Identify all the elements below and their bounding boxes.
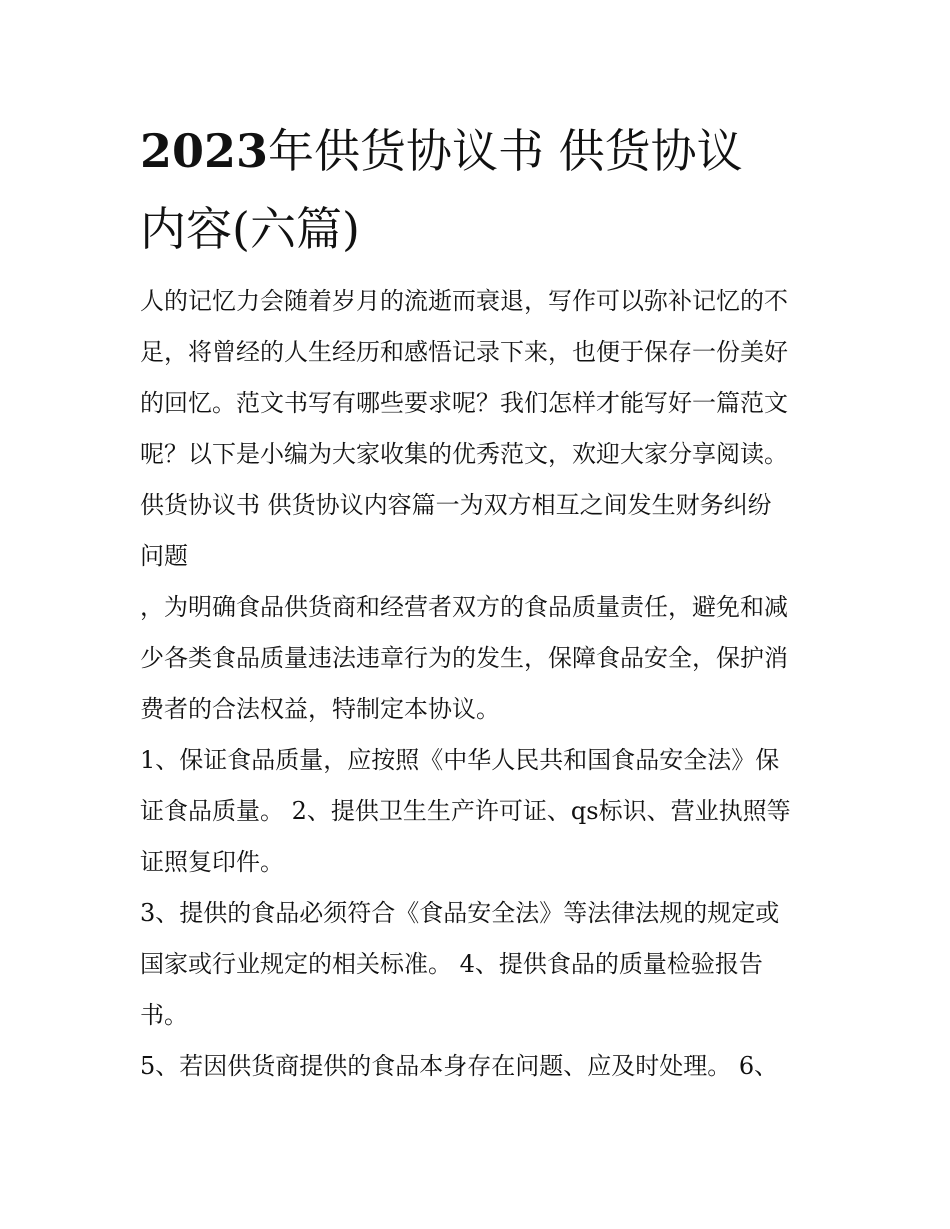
title-year: 2023 xyxy=(140,124,269,178)
document-title xyxy=(140,112,820,268)
body-line: ，为明确食品供货商和经营者双方的食品质量责任，避免和减 xyxy=(140,593,788,621)
body-line: 费者的合法权益，特制定本协议。 xyxy=(140,695,500,723)
body-line: 足，将曾经的人生经历和感悟记录下来，也便于保存一份美好 xyxy=(140,338,788,366)
document-body xyxy=(140,276,820,1092)
body-line: 3、提供的食品必须符合《食品安全法》等法律法规的规定或 xyxy=(140,899,780,927)
body-line: 书。 xyxy=(140,1001,188,1029)
title-line2: 内容(六篇) xyxy=(140,202,360,256)
body-line: 证照复印件。 xyxy=(140,848,284,876)
title-line1-rest: 年供货协议书 供货协议 xyxy=(268,124,743,178)
body-line: 呢？以下是小编为大家收集的优秀范文，欢迎大家分享阅读。 xyxy=(140,440,788,468)
body-line: 供货协议书 供货协议内容篇一为双方相互之间发生财务纠纷 xyxy=(140,491,772,519)
body-line: 人的记忆力会随着岁月的流逝而衰退，写作可以弥补记忆的不 xyxy=(140,287,788,315)
body-line: 问题 xyxy=(140,542,188,570)
body-line: 的回忆。范文书写有哪些要求呢？我们怎样才能写好一篇范文 xyxy=(140,389,788,417)
body-line: 证食品质量。 2、提供卫生生产许可证、qs标识、营业执照等 xyxy=(140,797,791,825)
body-line: 1、保证食品质量，应按照《中华人民共和国食品安全法》保 xyxy=(140,746,780,774)
body-line: 国家或行业规定的相关标准。 4、提供食品的质量检验报告 xyxy=(140,950,763,978)
body-line: 5、若因供货商提供的食品本身存在问题、应及时处理。 6、 xyxy=(140,1052,779,1080)
body-line: 少各类食品质量违法违章行为的发生，保障食品安全，保护消 xyxy=(140,644,788,672)
